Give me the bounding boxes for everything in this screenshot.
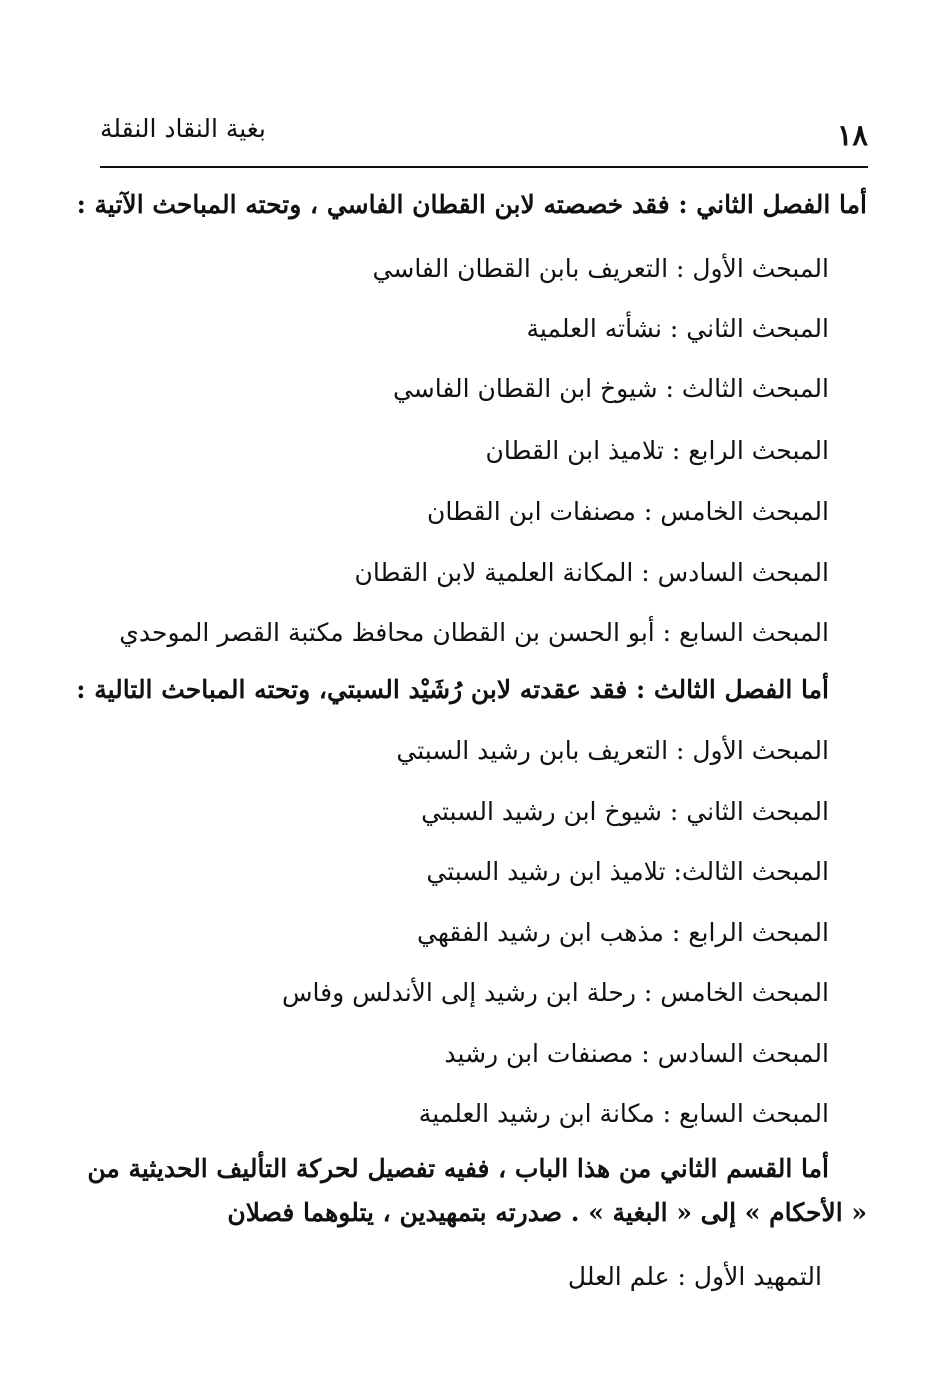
chapter3-item-2: المبحث الثاني : شيوخ ابن رشيد السبتي xyxy=(421,797,829,826)
chapter2-item-2: المبحث الثاني : نشأته العلمية xyxy=(526,314,829,343)
chapter2-item-1: المبحث الأول : التعريف بابن القطان الفاسي xyxy=(372,254,829,283)
chapter3-item-6: المبحث السادس : مصنفات ابن رشيد xyxy=(444,1039,829,1068)
chapter2-item-5: المبحث الخامس : مصنفات ابن القطان xyxy=(426,497,829,526)
intro-1: التمهيد الأول : علم العلل xyxy=(567,1262,822,1291)
chapter3-intro: أما الفصل الثالث : فقد عقدته لابن رُشَيْد السبتي، وتحته المباحث التالية : xyxy=(76,675,829,704)
chapter3-item-4: المبحث الرابع : مذهب ابن رشيد الفقهي xyxy=(417,918,829,947)
chapter2-item-3: المبحث الثالث : شيوخ ابن القطان الفاسي xyxy=(392,374,829,403)
chapter2-intro: أما الفصل الثاني : فقد خصصته لابن القطان الفاسي ، وتحته المباحث الآتية : xyxy=(76,190,867,219)
header-rule xyxy=(100,166,868,168)
chapter3-item-1: المبحث الأول : التعريف بابن رشيد السبتي xyxy=(396,736,829,765)
page-header xyxy=(100,108,868,158)
chapter3-item-7: المبحث السابع : مكانة ابن رشيد العلمية xyxy=(418,1099,829,1128)
chapter2-item-4: المبحث الرابع : تلاميذ ابن القطان xyxy=(485,436,829,465)
running-title: بغية النقاد النقلة xyxy=(100,114,266,143)
page-number: ١٨ xyxy=(836,118,868,152)
chapter2-item-7: المبحث السابع : أبو الحسن بن القطان محافظ مكتبة القصر الموحدي xyxy=(119,618,829,647)
chapter2-item-6: المبحث السادس : المكانة العلمية لابن القطان xyxy=(354,558,829,587)
chapter3-item-3: المبحث الثالث: تلاميذ ابن رشيد السبتي xyxy=(426,857,829,886)
section2-line-2: « الأحكام » إلى « البغية » . صدرته بتمهيدين ، يتلوهما فصلان xyxy=(227,1198,867,1227)
section2-line-1: أما القسم الثاني من هذا الباب ، ففيه تفصيل لحركة التأليف الحديثية من xyxy=(87,1154,829,1183)
chapter3-item-5: المبحث الخامس : رحلة ابن رشيد إلى الأندلس وفاس xyxy=(282,978,829,1007)
